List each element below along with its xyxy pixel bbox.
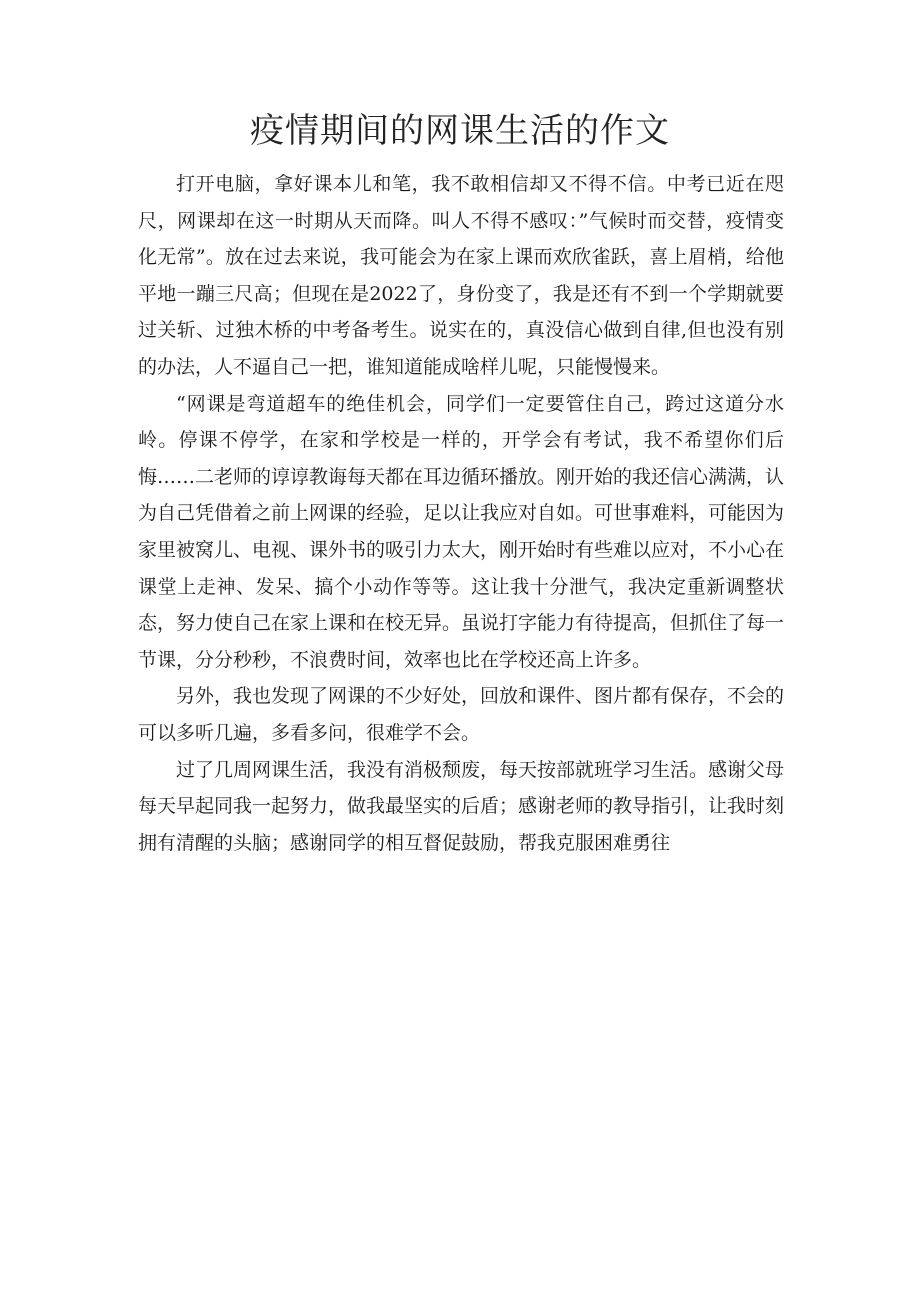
- paragraph-2: “网课是弯道超车的绝佳机会，同学们一定要管住自己，跨过这道分水岭。停课不停学，在家和学校是一样的，开学会有考试，我不希望你们后悔……二老师的谆谆教诲每天都在耳边循环播放。刚开始的我还信心满满，认为自己凭借着之前上网课的经验，足以让我应对自如。可世事难料，可能因为家里被窝儿、电视、课外书的吸引力太大，刚开始时有些难以应对，不小心在课堂上走神、发呆、搞个小动作等等。这让我十分泄气，我决定重新调整状态，努力使自己在家上课和在校无异。虽说打字能力有待提高，但抓住了每一节课，分分秒秒，不浪费时间，效率也比在学校还高上许多。: [138, 392, 785, 671]
- document-title: 疫情期间的网课生活的作文: [250, 111, 670, 151]
- paragraph-1: 打开电脑，拿好课本儿和笔，我不敢相信却又不得不信。中考已近在咫尺，网课却在这一时期从天而降。叫人不得不感叹：”气候时而交替，疫情变化无常”。放在过去来说，我可能会为在家上课而欢欣雀跃，喜上眉梢，给他平地一蹦三尺高；但现在是2022了，身份变了，我是还有不到一个学期就要过关斩、过独木桥的中考备考生。说实在的，真没信心做到自律,但也没有别的办法，人不逼自己一把，谁知道能成啥样儿呢，只能慢慢来。: [138, 173, 784, 378]
- paragraph-4: 过了几周网课生活，我没有消极颓废，每天按部就班学习生活。感谢父母每天早起同我一起努力，做我最坚实的后盾；感谢老师的教导指引，让我时刻拥有清醒的头脑；感谢同学的相互督促鼓励，帮我克服困难勇往: [138, 758, 785, 854]
- document-body: [138, 166, 784, 861]
- paragraph-3: 另外，我也发现了网课的不少好处，回放和课件、图片都有保存，不会的可以多听几遍，多看多问，很难学不会。: [138, 685, 785, 744]
